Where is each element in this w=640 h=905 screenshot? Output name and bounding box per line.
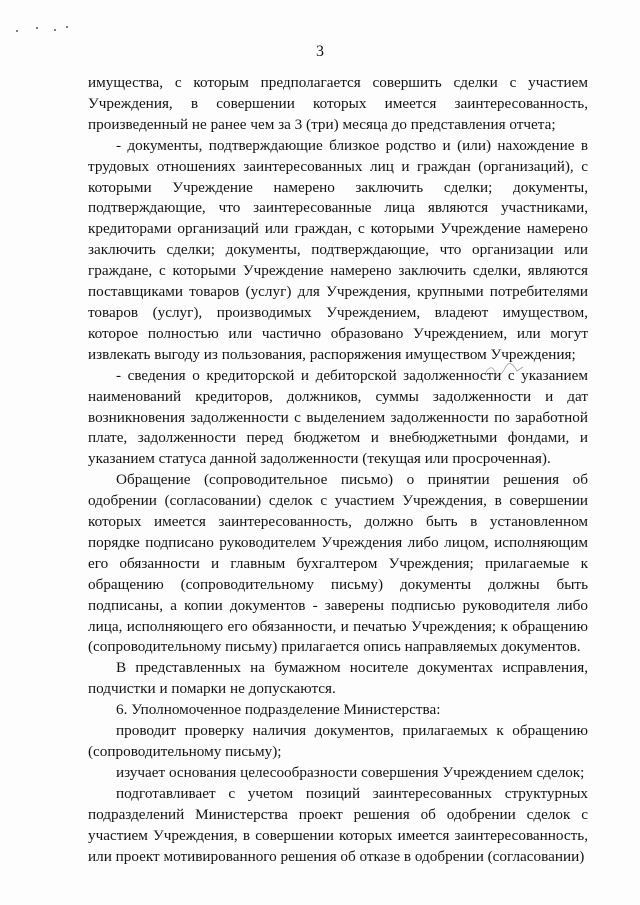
page-number: 3 bbox=[316, 43, 324, 60]
initials-scribble bbox=[483, 362, 525, 378]
list-item-debt-information: - сведения о кредиторской и дебиторской задолженности с указанием наименований кредиторов, должников, суммы задолженности и дат возникновения задолженности с выделением задолженности по заработной плате, задолженности перед бюджетом и внебюджетными фондами, и указанием статуса данной задолженности (текущая или просроченная). bbox=[88, 366, 588, 468]
paragraph-continuation: имущества, с которым предполагается совершить сделки с участием Учреждения, в совершении которых имеется заинтересованность, произведенный не ранее чем за 3 (три) месяца до представления отчета; bbox=[88, 74, 588, 133]
paragraph-no-corrections: В представленных на бумажном носителе документах исправления, подчистки и помарки не допускаются. bbox=[88, 659, 588, 698]
list-item-documents-kinship: - документы, подтверждающие близкое родство и (или) нахождение в трудовых отношениях заинтересованных лиц и граждан (организаций), с которыми Учреждение намерено заключить сделки; документы, подтверждающие, что заинтересованные лица являются участниками, кредиторами организаций или граждан, с которыми Учреждение намерено заключить сделки; документы, подтверждающие, что организации или граждане, с которыми Учреждение намерено заключить сделки, являются поставщиками товаров (услуг) для Учреждения, крупными потребителями товаров (услуг), производимых Учреждением, владеют имуществом, которое полностью или частично образовано Учреждением, или могут извлекать выгоду из пользования, распоряжения имуществом Учреждения; bbox=[88, 136, 588, 363]
paragraph-study-grounds: изучает основания целесообразности совершения Учреждением сделок; bbox=[116, 763, 585, 781]
paragraph-appeal-requirements: Обращение (сопроводительное письмо) о принятии решения об одобрении (согласовании) сделок с участием Учреждения, в совершении которых имеется заинтересованность, должно быть в установленном порядке подписано руководителем Учреждения либо лицом, исполняющим его обязанности и главным бухгалтером Учреждения; прилагаемые к обращению (сопроводительному письму) документы должны быть подписаны, а копии документов - заверены подписью руководителя либо лица, исполняющего его обязанности, и печатью Учреждения; к обращению (сопроводительному письму) прилагается опись направляемых документов. bbox=[88, 471, 588, 656]
document-body bbox=[88, 73, 588, 867]
paragraph-prepare-draft: подготавливает с учетом позиций заинтересованных структурных подразделений Министерства проект решения об одобрении сделок с участием Учреждения, в совершении которых имеется заинтересованность, или проект мотивированного решения об отказе в одобрении (согласовании) bbox=[88, 784, 588, 865]
paragraph-check-documents: проводит проверку наличия документов, прилагаемых к обращению (сопроводительному письму); bbox=[88, 722, 588, 760]
section-6-heading: 6. Уполномоченное подразделение Министерства: bbox=[116, 701, 441, 719]
scan-artifact-marks bbox=[14, 22, 74, 34]
